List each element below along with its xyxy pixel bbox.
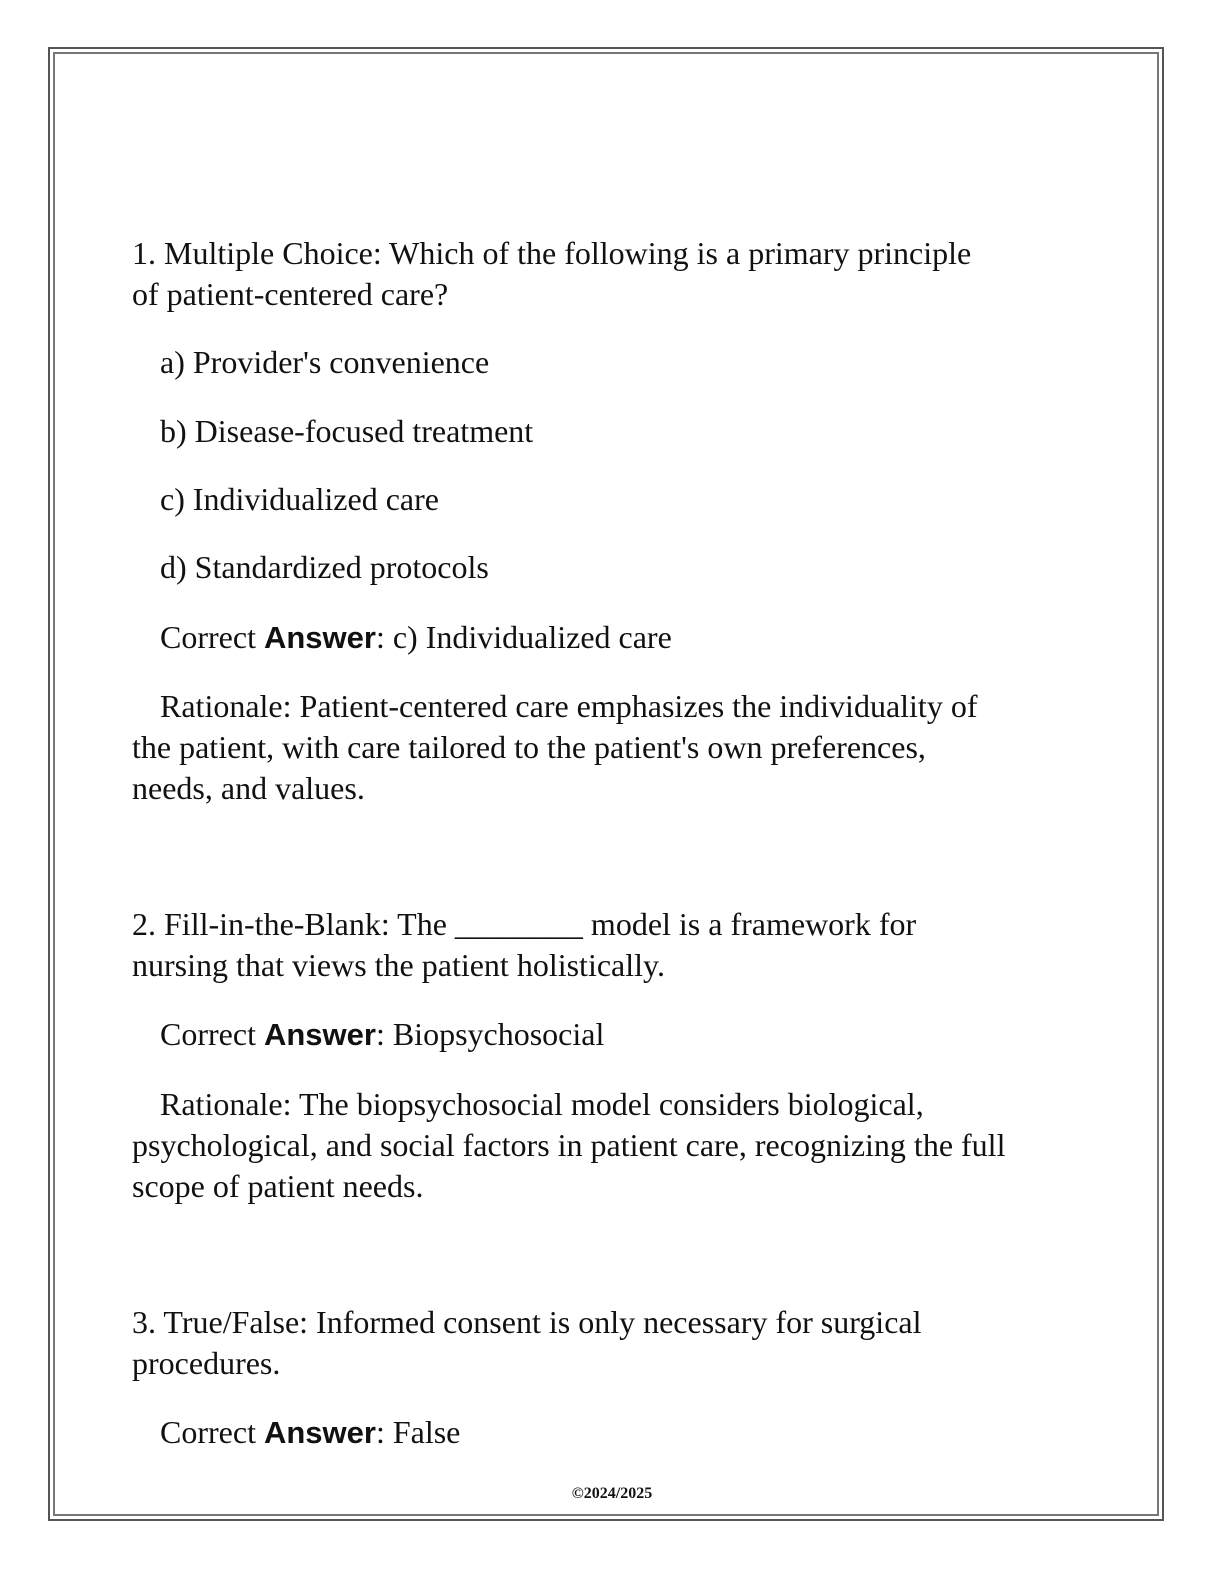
q3-answer-prefix: Correct xyxy=(160,1414,264,1450)
q2-rationale-line-2: psychological, and social factors in patient care, recognizing the full xyxy=(132,1127,1006,1163)
q3-question-line-1: 3. True/False: Informed consent is only necessary for surgical xyxy=(132,1304,922,1340)
q2-answer-label: Answer xyxy=(263,1017,376,1052)
q1-rationale-line-3: needs, and values. xyxy=(132,770,365,806)
q2-correct-answer xyxy=(160,1014,604,1055)
q1-rationale-line-2: the patient, with care tailored to the patient's own preferences, xyxy=(132,729,926,765)
q1-option-b: b) Disease-focused treatment xyxy=(160,413,534,449)
q2-answer-prefix: Correct xyxy=(160,1016,264,1052)
q1-correct-answer xyxy=(160,617,672,658)
q2-answer-value: : Biopsychosocial xyxy=(375,1016,605,1052)
q1-rationale-line-1: Rationale: Patient-centered care emphasizes the individuality of xyxy=(160,688,978,724)
q2-question-line-1: 2. Fill-in-the-Blank: The ________ model is a framework for xyxy=(132,906,917,942)
q1-answer-prefix: Correct xyxy=(160,619,264,655)
q1-answer-label: Answer xyxy=(263,620,376,655)
q1-question-line-2: of patient-centered care? xyxy=(132,276,449,312)
q3-correct-answer xyxy=(160,1412,460,1453)
q2-rationale-line-3: scope of patient needs. xyxy=(132,1168,424,1204)
q2-rationale-line-1: Rationale: The biopsychosocial model considers biological, xyxy=(160,1086,924,1122)
q3-answer-label: Answer xyxy=(263,1415,376,1450)
q1-option-d: d) Standardized protocols xyxy=(160,549,489,585)
q3-answer-value: : False xyxy=(375,1414,461,1450)
q1-option-a: a) Provider's convenience xyxy=(160,344,490,380)
q1-option-c: c) Individualized care xyxy=(160,481,439,517)
q2-question-line-2: nursing that views the patient holistically. xyxy=(132,947,665,983)
q1-answer-value: : c) Individualized care xyxy=(375,619,672,655)
q1-question-line-1: 1. Multiple Choice: Which of the following is a primary principle xyxy=(132,235,972,271)
copyright-footer: ©2024/2025 xyxy=(571,1485,653,1502)
q3-question-line-2: procedures. xyxy=(132,1345,281,1381)
